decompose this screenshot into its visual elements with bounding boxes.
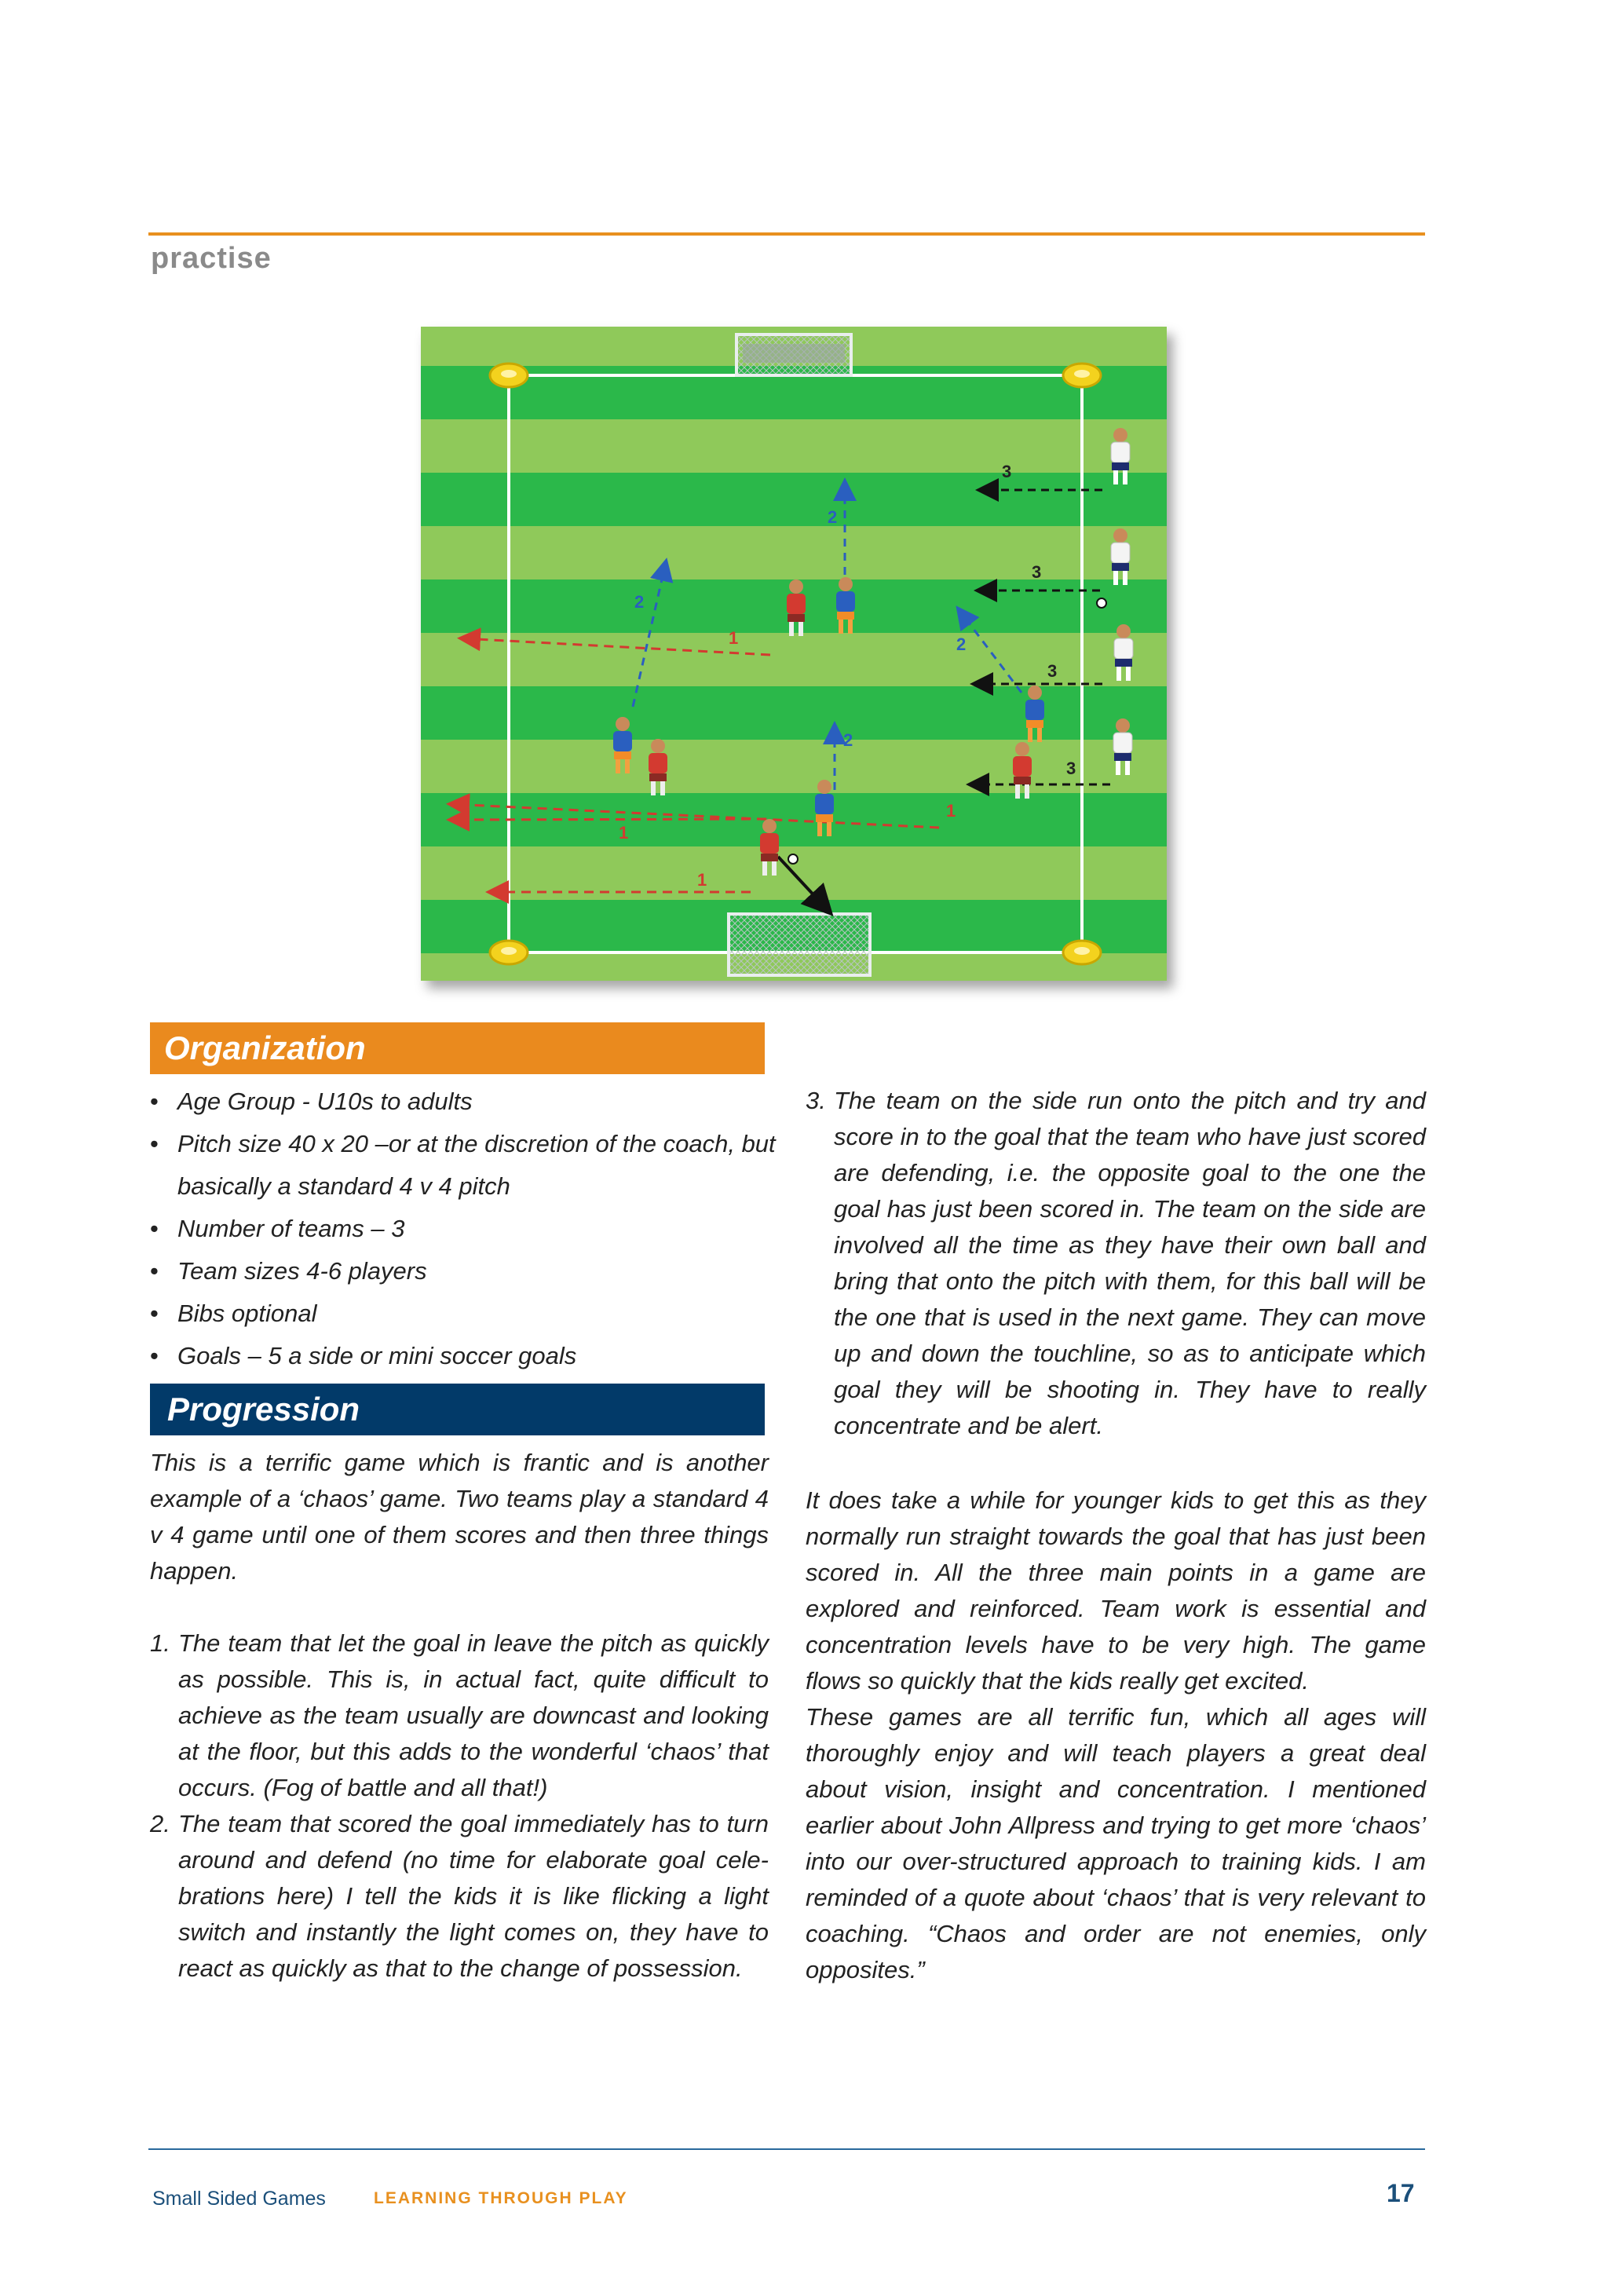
list-item: • Number of teams – 3 xyxy=(150,1208,778,1250)
point-text: The team that let the goal in leave the pitch as quickly as possible. This is, in actual fact, quite difficult to achieve as the team usually are downcast and looking at the floor, but this adds to the wonderful ‘chaos’ that occurs. (Fog of battle and all that!) xyxy=(178,1629,769,1801)
point-number: 2. xyxy=(150,1810,170,1837)
list-item: • Goals – 5 a side or mini soccer goals xyxy=(150,1335,778,1377)
label-red-2: 1 xyxy=(946,801,956,821)
point-text: The team on the side run onto the pitch and try and score in to the goal that the team who have just scored are defending, i.e. the opposite goal to the one the goal has just been scored in. The team on the side are involved all the time as they have their own ball and bring that onto the pitch with them, for this ball will be the one that is used in the next game. They can move up and down the touchline, so as to anticipate which goal they will be shooting in. They have to really concentrate and be alert. xyxy=(834,1087,1426,1439)
point-text: The team that scored the goal immediately has to turn around and defend (no time for elaborate goal cele-brations here) I tell the kids it is like flicking a light switch and instantly the light comes on, they have to react as quickly as that to the change of possession. xyxy=(178,1810,769,1982)
progression-paragraph: It does take a while for younger kids to get this as they normally run straight towards the goal that has just been scored in. All the three main points in a game are explored and reinforced. Team work is essential and concentration levels have to be very high. The game flows so quickly that the kids really get excited. xyxy=(806,1486,1426,1695)
header-rule xyxy=(148,232,1425,236)
point-number: 1. xyxy=(150,1629,170,1657)
point-number: 3. xyxy=(806,1087,826,1114)
list-item: • Bibs optional xyxy=(150,1292,778,1335)
list-item: • Team sizes 4-6 players xyxy=(150,1250,778,1292)
label-blue-3: 2 xyxy=(956,634,967,654)
page-number: 17 xyxy=(1387,2179,1415,2207)
label-black-4: 3 xyxy=(1066,759,1076,778)
progression-heading: Progression xyxy=(150,1384,765,1435)
label-black-2: 3 xyxy=(1032,562,1042,582)
organization-heading: Organization xyxy=(150,1022,765,1074)
label-red-3: 1 xyxy=(619,823,629,843)
label-blue-4: 2 xyxy=(843,730,853,750)
progression-point-1 xyxy=(150,1625,769,1806)
progression-paragraph: These games are all terrific fun, which all ages will thoroughly enjoy and will teach players a great deal about vision, insight and concentration. I mentioned earlier about John Allpress and trying to get more ‘chaos’ into our over-structured approach to training kids. I am reminded of a quote about ‘chaos’ that is very relevant to coaching. “Chaos and order are not enemies, only opposites.” xyxy=(806,1703,1426,1983)
section-label: practise xyxy=(151,242,272,275)
progression-intro: This is a terrific game which is frantic and is another example of a ‘chaos’ game. Two teams play a standard 4 v 4 game until one of them scores and then three things happen. xyxy=(150,1449,769,1585)
progression-right-column xyxy=(806,1083,1426,1988)
progression-point-3 xyxy=(806,1083,1426,1444)
label-blue-2: 2 xyxy=(828,507,838,527)
bottom-goal xyxy=(729,914,870,975)
list-item: • Pitch size 40 x 20 –or at the discretion of the coach, but basically a standard 4 v 4 pitch xyxy=(150,1123,778,1208)
footer-rule xyxy=(148,2148,1425,2150)
footer-subtitle: LEARNING THROUGH PLAY xyxy=(374,2189,628,2207)
organization-list xyxy=(150,1080,778,1377)
progression-point-2 xyxy=(150,1806,769,1987)
label-black-3: 3 xyxy=(1047,661,1058,681)
label-red-4: 1 xyxy=(697,870,707,890)
label-red-1: 1 xyxy=(729,628,739,648)
label-black-1: 3 xyxy=(1002,462,1012,481)
label-blue-1: 2 xyxy=(634,592,645,612)
progression-left-column xyxy=(150,1445,769,1987)
drill-diagram xyxy=(421,327,1167,981)
pitch xyxy=(421,327,1167,981)
footer-title: Small Sided Games xyxy=(152,2188,326,2210)
list-item: • Age Group - U10s to adults xyxy=(150,1080,778,1123)
top-goal xyxy=(736,335,851,375)
